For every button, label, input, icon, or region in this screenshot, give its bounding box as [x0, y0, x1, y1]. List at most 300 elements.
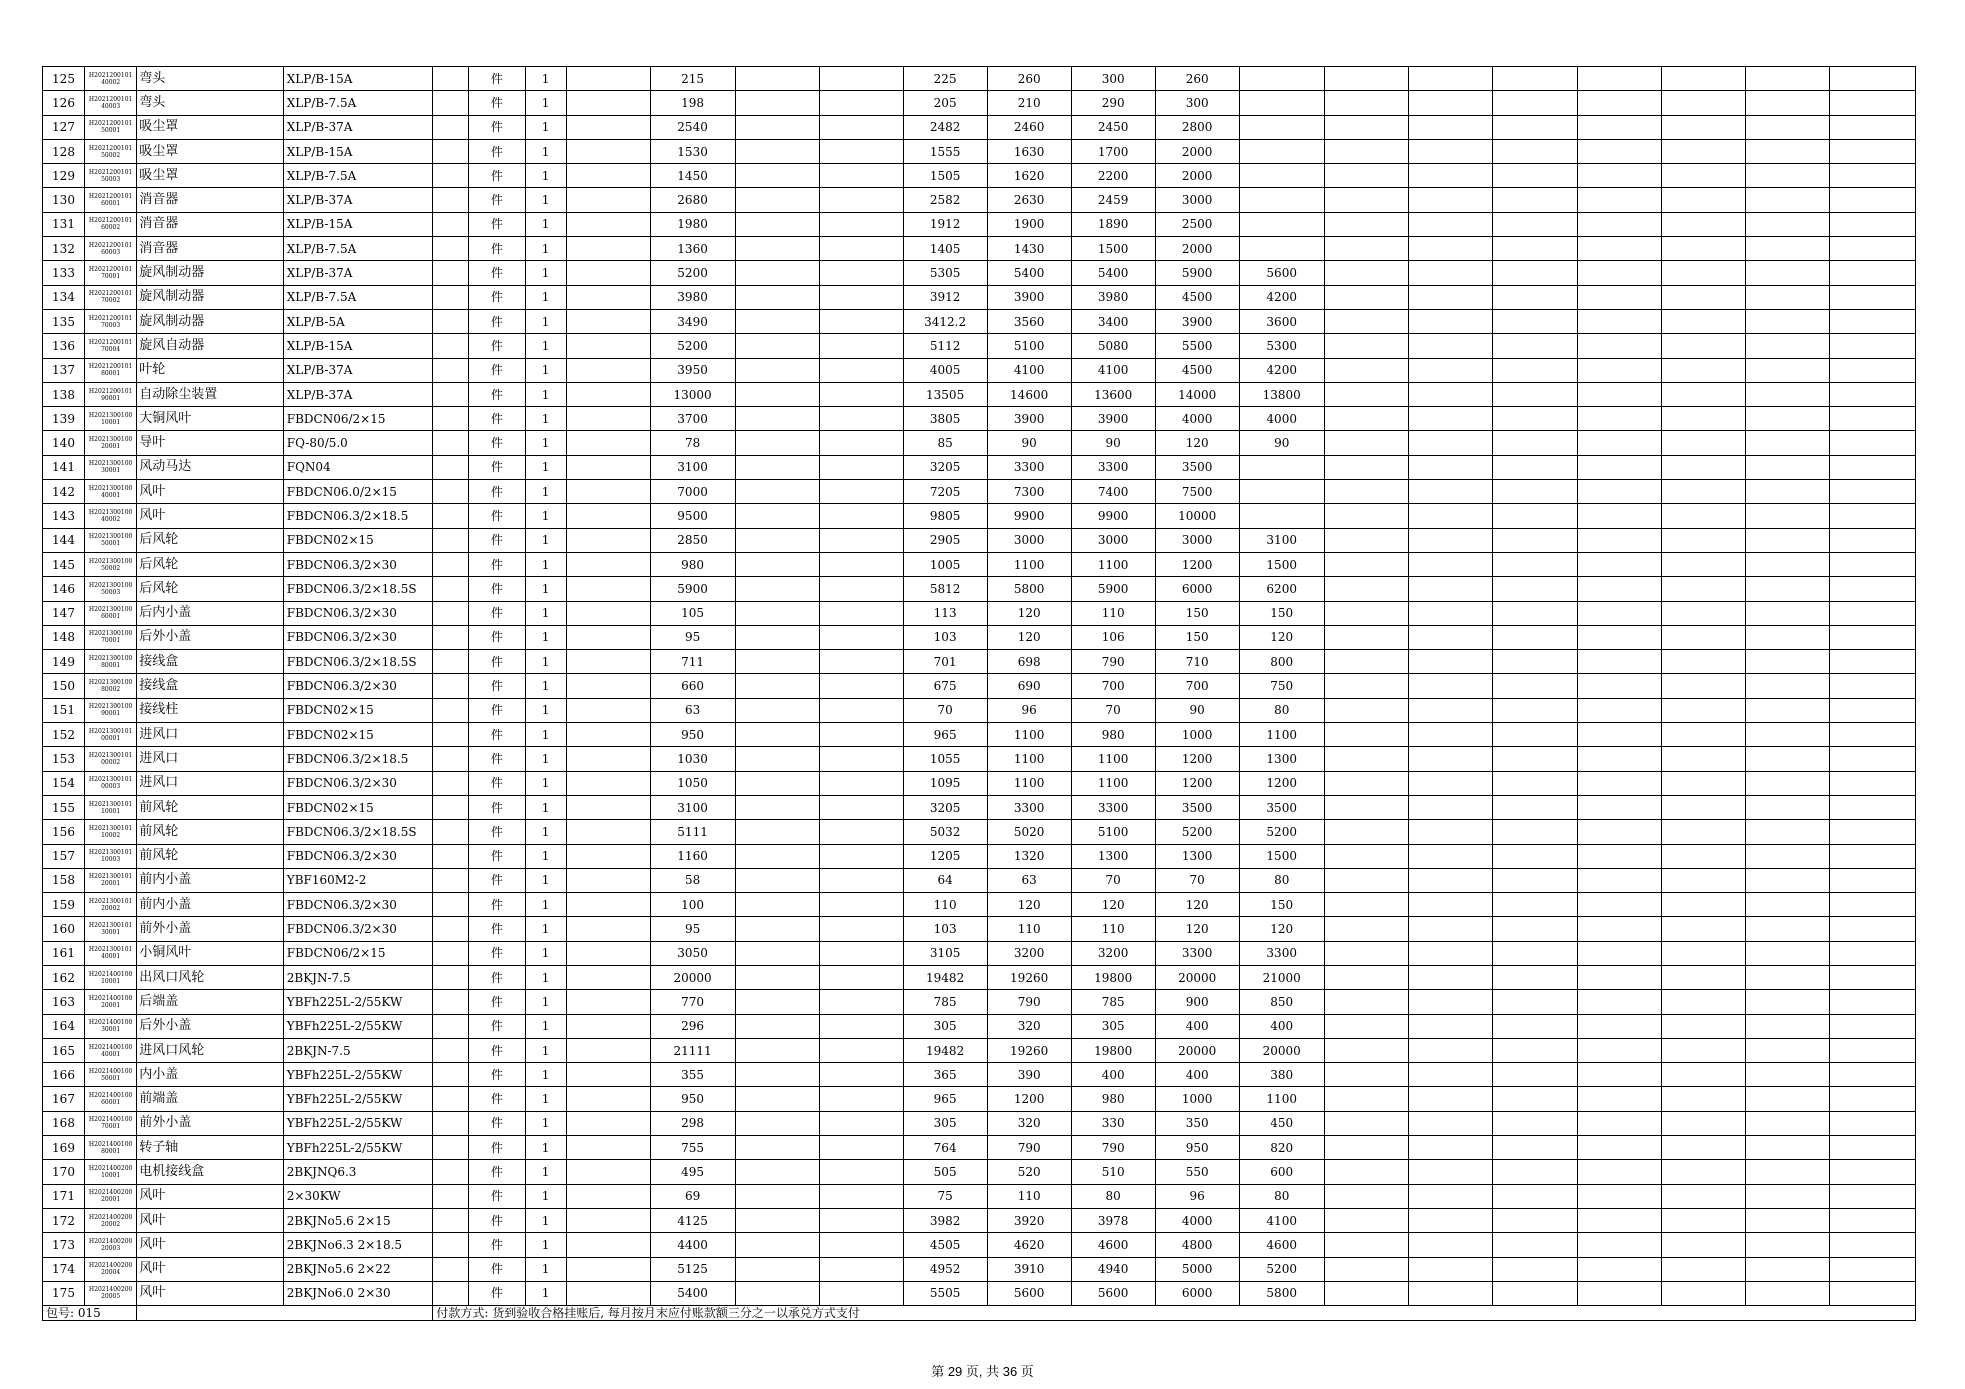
empty-cell	[1324, 893, 1408, 917]
table-row	[43, 431, 1916, 455]
empty-cell	[1324, 1087, 1408, 1111]
cell-unit: 件	[469, 601, 525, 625]
material-code-suffix: 20001	[101, 1196, 121, 1204]
cell-no: 139	[43, 407, 85, 431]
empty-cell	[819, 115, 903, 139]
cell-name: 小铜风叶	[137, 941, 284, 965]
cell-p2: 14600	[987, 382, 1071, 406]
table-row	[43, 67, 1916, 91]
material-code-suffix: 30001	[101, 929, 121, 937]
material-code-suffix: 60003	[101, 248, 121, 256]
cell-p2: 5100	[987, 334, 1071, 358]
material-code-suffix: 90001	[101, 394, 121, 402]
cell-qty: 1	[525, 164, 566, 188]
cell-base: 5125	[650, 1257, 735, 1281]
empty-cell	[1829, 212, 1915, 236]
cell-qty: 1	[525, 868, 566, 892]
cell-no: 166	[43, 1063, 85, 1087]
cell-base: 3980	[650, 285, 735, 309]
cell-no: 140	[43, 431, 85, 455]
material-code-suffix: 10001	[101, 418, 121, 426]
cell-spec: FBDCN06/2×15	[283, 941, 433, 965]
empty-cell	[819, 650, 903, 674]
cell-p2: 1100	[987, 552, 1071, 576]
table-row	[43, 480, 1916, 504]
empty-cell	[1661, 1257, 1745, 1281]
cell-name: 前端盖	[137, 1087, 284, 1111]
cell-qty: 1	[525, 528, 566, 552]
material-code-prefix: H2021200101	[88, 314, 133, 322]
empty-cell	[819, 1257, 903, 1281]
cell-spec: 2BKJN-7.5	[283, 965, 433, 989]
cell-qty: 1	[525, 431, 566, 455]
empty-cell	[1492, 1014, 1577, 1038]
empty-cell	[735, 820, 819, 844]
cell-no: 151	[43, 698, 85, 722]
material-code-prefix: H2021300100	[88, 630, 133, 638]
material-code-cell	[85, 504, 137, 528]
empty-cell	[1492, 67, 1577, 91]
empty-cell	[433, 164, 469, 188]
empty-cell	[819, 334, 903, 358]
cell-unit: 件	[469, 723, 525, 747]
cell-spec: FQ-80/5.0	[283, 431, 433, 455]
empty-cell	[819, 723, 903, 747]
cell-no: 172	[43, 1208, 85, 1232]
cell-p2: 5600	[987, 1281, 1071, 1305]
cell-p3: 19800	[1071, 1038, 1155, 1062]
cell-base: 1530	[650, 139, 735, 163]
cell-base: 5900	[650, 577, 735, 601]
empty-cell	[735, 237, 819, 261]
cell-p1: 4505	[903, 1233, 987, 1257]
empty-cell	[819, 844, 903, 868]
empty-cell	[735, 480, 819, 504]
empty-cell	[819, 504, 903, 528]
cell-p5: 5600	[1239, 261, 1324, 285]
material-code-cell	[85, 577, 137, 601]
material-code-suffix: 60001	[101, 1099, 121, 1107]
empty-cell	[1829, 67, 1915, 91]
cell-no: 134	[43, 285, 85, 309]
cell-base: 298	[650, 1111, 735, 1135]
table-row	[43, 212, 1916, 236]
cell-p3: 400	[1071, 1063, 1155, 1087]
cell-spec: FBDCN02×15	[283, 698, 433, 722]
cell-spec: FBDCN02×15	[283, 795, 433, 819]
empty-cell	[566, 1014, 650, 1038]
material-code-cell	[85, 990, 137, 1014]
cell-name: 前风轮	[137, 820, 284, 844]
empty-cell	[566, 504, 650, 528]
empty-cell	[1577, 334, 1661, 358]
empty-cell	[1661, 577, 1745, 601]
material-code-prefix: H2021200101	[88, 217, 133, 225]
material-code-cell	[85, 698, 137, 722]
empty-cell	[819, 747, 903, 771]
cell-qty: 1	[525, 407, 566, 431]
empty-cell	[1661, 795, 1745, 819]
material-code-prefix: H2021400200	[88, 1262, 133, 1270]
empty-cell	[1745, 795, 1829, 819]
cell-p2: 3200	[987, 941, 1071, 965]
cell-p3: 3000	[1071, 528, 1155, 552]
cell-p2: 260	[987, 67, 1071, 91]
empty-cell	[1324, 771, 1408, 795]
material-code-cell	[85, 285, 137, 309]
cell-p5: 3300	[1239, 941, 1324, 965]
cell-p5	[1239, 480, 1324, 504]
empty-cell	[1829, 1014, 1915, 1038]
cell-p3: 90	[1071, 431, 1155, 455]
cell-p4: 10000	[1155, 504, 1239, 528]
empty-cell	[1324, 650, 1408, 674]
empty-cell	[1492, 1087, 1577, 1111]
empty-cell	[1324, 552, 1408, 576]
cell-spec: FBDCN06.3/2×30	[283, 844, 433, 868]
cell-p5	[1239, 504, 1324, 528]
cell-unit: 件	[469, 1184, 525, 1208]
empty-cell	[1577, 795, 1661, 819]
empty-cell	[1577, 747, 1661, 771]
cell-p3: 290	[1071, 91, 1155, 115]
cell-p2: 7300	[987, 480, 1071, 504]
material-code-prefix: H2021300100	[88, 581, 133, 589]
empty-cell	[735, 1184, 819, 1208]
empty-cell	[1829, 504, 1915, 528]
empty-cell	[1408, 941, 1492, 965]
cell-no: 149	[43, 650, 85, 674]
empty-cell	[1661, 1111, 1745, 1135]
table-row	[43, 820, 1916, 844]
cell-p4: 150	[1155, 601, 1239, 625]
empty-cell	[819, 917, 903, 941]
material-code-suffix: 10002	[101, 831, 121, 839]
empty-cell	[566, 1233, 650, 1257]
cell-qty: 1	[525, 747, 566, 771]
cell-qty: 1	[525, 91, 566, 115]
material-code-cell	[85, 309, 137, 333]
material-code-suffix: 40001	[101, 491, 121, 499]
empty-cell	[1408, 1160, 1492, 1184]
empty-cell	[1745, 1233, 1829, 1257]
cell-name: 风叶	[137, 1233, 284, 1257]
empty-cell	[1324, 577, 1408, 601]
cell-p1: 1405	[903, 237, 987, 261]
empty-cell	[1577, 601, 1661, 625]
cell-p3: 790	[1071, 1136, 1155, 1160]
empty-cell	[1745, 698, 1829, 722]
cell-p2: 19260	[987, 1038, 1071, 1062]
cell-p3: 4940	[1071, 1257, 1155, 1281]
cell-unit: 件	[469, 1160, 525, 1184]
empty-cell	[1492, 334, 1577, 358]
cell-unit: 件	[469, 67, 525, 91]
cell-p4: 1200	[1155, 771, 1239, 795]
material-code-cell	[85, 625, 137, 649]
empty-cell	[735, 844, 819, 868]
cell-no: 131	[43, 212, 85, 236]
empty-cell	[566, 407, 650, 431]
cell-no: 147	[43, 601, 85, 625]
cell-no: 137	[43, 358, 85, 382]
empty-cell	[819, 820, 903, 844]
empty-cell	[1829, 1233, 1915, 1257]
empty-cell	[1577, 139, 1661, 163]
material-code-suffix: 40001	[101, 1050, 121, 1058]
empty-cell	[819, 285, 903, 309]
empty-cell	[1661, 1160, 1745, 1184]
material-code-cell	[85, 164, 137, 188]
empty-cell	[735, 601, 819, 625]
empty-cell	[137, 1306, 433, 1321]
cell-p1: 103	[903, 625, 987, 649]
empty-cell	[433, 382, 469, 406]
empty-cell	[1829, 285, 1915, 309]
empty-cell	[566, 771, 650, 795]
empty-cell	[433, 650, 469, 674]
empty-cell	[566, 455, 650, 479]
empty-cell	[1324, 212, 1408, 236]
material-code-suffix: 40002	[101, 78, 121, 86]
empty-cell	[566, 1160, 650, 1184]
cell-p5: 80	[1239, 1184, 1324, 1208]
empty-cell	[1408, 1257, 1492, 1281]
cell-qty: 1	[525, 601, 566, 625]
empty-cell	[819, 1208, 903, 1232]
cell-qty: 1	[525, 1208, 566, 1232]
cell-unit: 件	[469, 1257, 525, 1281]
cell-qty: 1	[525, 261, 566, 285]
table-row	[43, 407, 1916, 431]
empty-cell	[819, 1063, 903, 1087]
cell-p3: 7400	[1071, 480, 1155, 504]
cell-base: 2850	[650, 528, 735, 552]
empty-cell	[1408, 358, 1492, 382]
empty-cell	[819, 1038, 903, 1062]
cell-spec: FBDCN06.3/2×18.5S	[283, 577, 433, 601]
empty-cell	[1661, 1038, 1745, 1062]
empty-cell	[1577, 1257, 1661, 1281]
table-row	[43, 91, 1916, 115]
table-row	[43, 528, 1916, 552]
empty-cell	[1745, 1281, 1829, 1305]
cell-p3: 1300	[1071, 844, 1155, 868]
empty-cell	[433, 625, 469, 649]
empty-cell	[735, 771, 819, 795]
cell-p5: 5300	[1239, 334, 1324, 358]
empty-cell	[1661, 164, 1745, 188]
empty-cell	[1408, 139, 1492, 163]
empty-cell	[1577, 455, 1661, 479]
package-number: 包号: 015	[43, 1306, 137, 1321]
cell-no: 150	[43, 674, 85, 698]
cell-p2: 320	[987, 1111, 1071, 1135]
empty-cell	[1661, 771, 1745, 795]
empty-cell	[1829, 601, 1915, 625]
cell-base: 69	[650, 1184, 735, 1208]
cell-p1: 3105	[903, 941, 987, 965]
material-code-suffix: 70001	[101, 637, 121, 645]
cell-spec: FBDCN02×15	[283, 528, 433, 552]
empty-cell	[819, 1184, 903, 1208]
cell-qty: 1	[525, 965, 566, 989]
empty-cell	[819, 965, 903, 989]
cell-unit: 件	[469, 1087, 525, 1111]
cell-p2: 690	[987, 674, 1071, 698]
empty-cell	[735, 164, 819, 188]
empty-cell	[433, 67, 469, 91]
empty-cell	[433, 504, 469, 528]
cell-qty: 1	[525, 625, 566, 649]
empty-cell	[819, 91, 903, 115]
cell-p4: 3900	[1155, 309, 1239, 333]
cell-p3: 3978	[1071, 1208, 1155, 1232]
empty-cell	[1408, 820, 1492, 844]
cell-no: 161	[43, 941, 85, 965]
cell-qty: 1	[525, 893, 566, 917]
cell-qty: 1	[525, 115, 566, 139]
cell-base: 5400	[650, 1281, 735, 1305]
cell-name: 进风口	[137, 771, 284, 795]
cell-spec: YBFh225L-2/55KW	[283, 1063, 433, 1087]
empty-cell	[1829, 844, 1915, 868]
empty-cell	[1577, 1160, 1661, 1184]
empty-cell	[1745, 407, 1829, 431]
table-row	[43, 139, 1916, 163]
material-code-prefix: H2021200101	[88, 387, 133, 395]
empty-cell	[1829, 334, 1915, 358]
cell-qty: 1	[525, 1184, 566, 1208]
material-code-cell	[85, 334, 137, 358]
empty-cell	[1324, 1281, 1408, 1305]
empty-cell	[1408, 723, 1492, 747]
cell-unit: 件	[469, 941, 525, 965]
cell-spec: FBDCN06.3/2×30	[283, 625, 433, 649]
material-code-cell	[85, 601, 137, 625]
cell-p1: 5505	[903, 1281, 987, 1305]
empty-cell	[1324, 528, 1408, 552]
empty-cell	[735, 625, 819, 649]
empty-cell	[819, 407, 903, 431]
empty-cell	[1324, 990, 1408, 1014]
empty-cell	[566, 698, 650, 722]
cell-p4: 400	[1155, 1014, 1239, 1038]
cell-name: 风叶	[137, 1208, 284, 1232]
cell-base: 215	[650, 67, 735, 91]
empty-cell	[1745, 650, 1829, 674]
empty-cell	[1577, 674, 1661, 698]
cell-p3: 70	[1071, 698, 1155, 722]
empty-cell	[1745, 1038, 1829, 1062]
cell-p4: 5200	[1155, 820, 1239, 844]
empty-cell	[819, 1233, 903, 1257]
cell-qty: 1	[525, 382, 566, 406]
table-row	[43, 1136, 1916, 1160]
empty-cell	[1324, 941, 1408, 965]
empty-cell	[1324, 868, 1408, 892]
cell-p5: 4100	[1239, 1208, 1324, 1232]
empty-cell	[819, 309, 903, 333]
empty-cell	[1408, 504, 1492, 528]
empty-cell	[1745, 844, 1829, 868]
cell-name: 大铜风叶	[137, 407, 284, 431]
empty-cell	[1829, 358, 1915, 382]
empty-cell	[1577, 1281, 1661, 1305]
empty-cell	[1324, 309, 1408, 333]
cell-p3: 5900	[1071, 577, 1155, 601]
material-code-suffix: 20003	[101, 1244, 121, 1252]
cell-name: 进风口	[137, 723, 284, 747]
cell-base: 5200	[650, 334, 735, 358]
empty-cell	[819, 480, 903, 504]
empty-cell	[1408, 747, 1492, 771]
empty-cell	[1577, 1208, 1661, 1232]
cell-base: 95	[650, 917, 735, 941]
empty-cell	[1829, 941, 1915, 965]
empty-cell	[1829, 965, 1915, 989]
empty-cell	[1745, 1014, 1829, 1038]
cell-p1: 701	[903, 650, 987, 674]
empty-cell	[1492, 795, 1577, 819]
empty-cell	[735, 309, 819, 333]
empty-cell	[1829, 747, 1915, 771]
cell-p5	[1239, 115, 1324, 139]
cell-unit: 件	[469, 188, 525, 212]
empty-cell	[1745, 747, 1829, 771]
cell-p1: 4952	[903, 1257, 987, 1281]
empty-cell	[1408, 1063, 1492, 1087]
empty-cell	[1661, 1208, 1745, 1232]
cell-p2: 4620	[987, 1233, 1071, 1257]
cell-qty: 1	[525, 139, 566, 163]
cell-base: 78	[650, 431, 735, 455]
material-code-prefix: H2021300100	[88, 484, 133, 492]
cell-base: 1050	[650, 771, 735, 795]
material-code-suffix: 30001	[101, 1026, 121, 1034]
cell-p2: 5020	[987, 820, 1071, 844]
cell-unit: 件	[469, 528, 525, 552]
cell-spec: XLP/B-37A	[283, 261, 433, 285]
cell-name: 旋风自动器	[137, 334, 284, 358]
cell-no: 156	[43, 820, 85, 844]
empty-cell	[1829, 1063, 1915, 1087]
empty-cell	[1492, 1136, 1577, 1160]
cell-qty: 1	[525, 577, 566, 601]
cell-spec: FBDCN06.3/2×30	[283, 893, 433, 917]
empty-cell	[1745, 917, 1829, 941]
payment-terms: 付款方式: 货到验收合格挂账后, 每月按月末应付账款额三分之一以承兑方式支付	[433, 1306, 1916, 1321]
empty-cell	[566, 893, 650, 917]
empty-cell	[819, 552, 903, 576]
cell-no: 126	[43, 91, 85, 115]
cell-unit: 件	[469, 965, 525, 989]
cell-no: 168	[43, 1111, 85, 1135]
empty-cell	[1745, 309, 1829, 333]
empty-cell	[433, 747, 469, 771]
empty-cell	[1745, 868, 1829, 892]
cell-p3: 2450	[1071, 115, 1155, 139]
cell-spec: FBDCN06.3/2×30	[283, 674, 433, 698]
material-code-cell	[85, 1038, 137, 1062]
empty-cell	[1324, 358, 1408, 382]
cell-base: 9500	[650, 504, 735, 528]
cell-p5: 3100	[1239, 528, 1324, 552]
empty-cell	[566, 1063, 650, 1087]
empty-cell	[819, 261, 903, 285]
cell-no: 142	[43, 480, 85, 504]
cell-p2: 1430	[987, 237, 1071, 261]
